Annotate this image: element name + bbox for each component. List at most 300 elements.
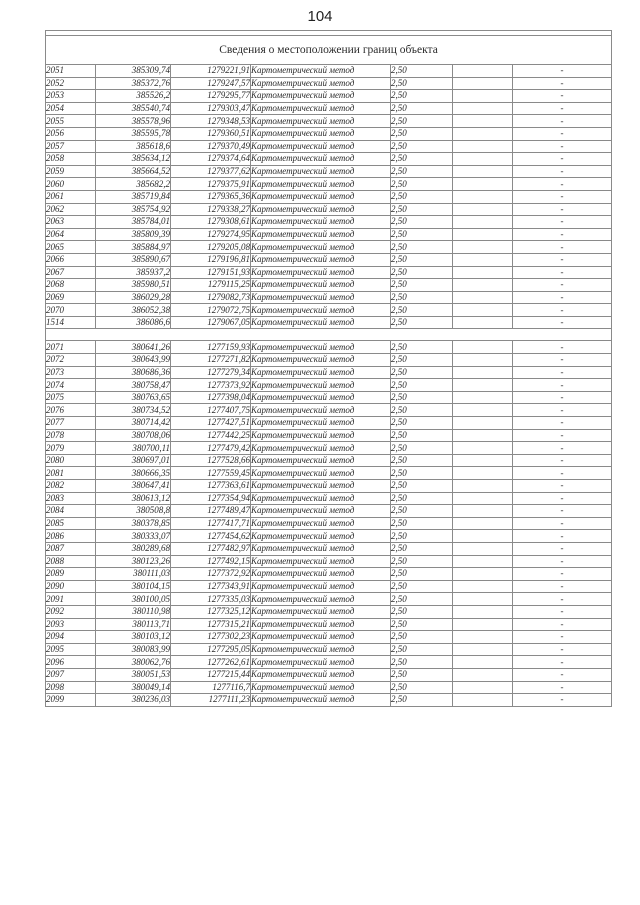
point-id-cell: 2069 (46, 291, 96, 304)
y-coordinate-cell: 1277335,03 (171, 593, 251, 606)
x-coordinate-cell: 380100,05 (96, 593, 171, 606)
point-id-cell: 2076 (46, 404, 96, 417)
y-coordinate-cell: 1277111,23 (171, 694, 251, 707)
x-coordinate-cell: 380104,15 (96, 580, 171, 593)
y-coordinate-cell: 1279303,47 (171, 102, 251, 115)
method-cell: Картометрический метод (251, 694, 391, 707)
accuracy-cell: 2,50 (391, 253, 453, 266)
point-id-cell: 2092 (46, 605, 96, 618)
x-coordinate-cell: 385937,2 (96, 266, 171, 279)
y-coordinate-cell: 1277559,45 (171, 467, 251, 480)
method-cell: Картометрический метод (251, 429, 391, 442)
method-cell: Картометрический метод (251, 480, 391, 493)
y-coordinate-cell: 1279360,51 (171, 127, 251, 140)
table-row (46, 631, 612, 644)
empty-cell (453, 605, 513, 618)
point-id-cell: 2063 (46, 216, 96, 229)
table-row (46, 253, 612, 266)
empty-cell (453, 379, 513, 392)
accuracy-cell: 2,50 (391, 102, 453, 115)
accuracy-cell: 2,50 (391, 366, 453, 379)
y-coordinate-cell: 1277427,51 (171, 417, 251, 430)
y-coordinate-cell: 1279247,57 (171, 77, 251, 90)
y-coordinate-cell: 1279377,62 (171, 165, 251, 178)
method-cell: Картометрический метод (251, 127, 391, 140)
method-cell: Картометрический метод (251, 555, 391, 568)
point-id-cell: 2068 (46, 279, 96, 292)
note-cell: - (513, 643, 612, 656)
point-id-cell: 2062 (46, 203, 96, 216)
y-coordinate-cell: 1279274,95 (171, 228, 251, 241)
x-coordinate-cell: 380666,35 (96, 467, 171, 480)
method-cell: Картометрический метод (251, 65, 391, 78)
accuracy-cell: 2,50 (391, 605, 453, 618)
y-coordinate-cell: 1279115,25 (171, 279, 251, 292)
method-cell: Картометрический метод (251, 568, 391, 581)
accuracy-cell: 2,50 (391, 354, 453, 367)
x-coordinate-cell: 380643,99 (96, 354, 171, 367)
accuracy-cell: 2,50 (391, 241, 453, 254)
accuracy-cell: 2,50 (391, 140, 453, 153)
empty-cell (453, 77, 513, 90)
point-id-cell: 2095 (46, 643, 96, 656)
empty-cell (453, 442, 513, 455)
table-row (46, 279, 612, 292)
accuracy-cell: 2,50 (391, 593, 453, 606)
note-cell: - (513, 429, 612, 442)
x-coordinate-cell: 380697,01 (96, 454, 171, 467)
accuracy-cell: 2,50 (391, 492, 453, 505)
note-cell: - (513, 555, 612, 568)
accuracy-cell: 2,50 (391, 404, 453, 417)
point-id-cell: 2093 (46, 618, 96, 631)
method-cell: Картометрический метод (251, 190, 391, 203)
note-cell: - (513, 241, 612, 254)
y-coordinate-cell: 1279370,49 (171, 140, 251, 153)
y-coordinate-cell: 1279308,61 (171, 216, 251, 229)
method-cell: Картометрический метод (251, 391, 391, 404)
x-coordinate-cell: 385719,84 (96, 190, 171, 203)
y-coordinate-cell: 1279348,53 (171, 115, 251, 128)
y-coordinate-cell: 1277271,82 (171, 354, 251, 367)
note-cell: - (513, 593, 612, 606)
point-id-cell: 2055 (46, 115, 96, 128)
empty-cell (453, 165, 513, 178)
table-row (46, 77, 612, 90)
point-id-cell: 2099 (46, 694, 96, 707)
empty-cell (453, 555, 513, 568)
y-coordinate-cell: 1277363,61 (171, 480, 251, 493)
x-coordinate-cell: 380083,99 (96, 643, 171, 656)
accuracy-cell: 2,50 (391, 442, 453, 455)
empty-cell (453, 454, 513, 467)
y-coordinate-cell: 1279067,05 (171, 316, 251, 329)
table-row (46, 304, 612, 317)
table-row (46, 656, 612, 669)
method-cell: Картометрический метод (251, 253, 391, 266)
method-cell: Картометрический метод (251, 505, 391, 518)
empty-cell (453, 178, 513, 191)
method-cell: Картометрический метод (251, 140, 391, 153)
note-cell: - (513, 291, 612, 304)
accuracy-cell: 2,50 (391, 517, 453, 530)
y-coordinate-cell: 1277116,7 (171, 681, 251, 694)
point-id-cell: 2053 (46, 90, 96, 103)
note-cell: - (513, 341, 612, 354)
table-row (46, 366, 612, 379)
note-cell: - (513, 605, 612, 618)
note-cell: - (513, 391, 612, 404)
section-separator-row (46, 329, 612, 341)
y-coordinate-cell: 1279082,73 (171, 291, 251, 304)
point-id-cell: 2059 (46, 165, 96, 178)
y-coordinate-cell: 1277315,21 (171, 618, 251, 631)
table-row (46, 555, 612, 568)
empty-cell (453, 115, 513, 128)
accuracy-cell: 2,50 (391, 266, 453, 279)
y-coordinate-cell: 1279374,64 (171, 153, 251, 166)
empty-cell (453, 266, 513, 279)
accuracy-cell: 2,50 (391, 279, 453, 292)
table-row (46, 354, 612, 367)
x-coordinate-cell: 380062,76 (96, 656, 171, 669)
point-id-cell: 2058 (46, 153, 96, 166)
note-cell: - (513, 417, 612, 430)
y-coordinate-cell: 1277262,61 (171, 656, 251, 669)
method-cell: Картометрический метод (251, 593, 391, 606)
y-coordinate-cell: 1277442,25 (171, 429, 251, 442)
empty-cell (453, 253, 513, 266)
point-id-cell: 2070 (46, 304, 96, 317)
note-cell: - (513, 480, 612, 493)
point-id-cell: 2051 (46, 65, 96, 78)
table-row (46, 681, 612, 694)
y-coordinate-cell: 1279221,91 (171, 65, 251, 78)
x-coordinate-cell: 380758,47 (96, 379, 171, 392)
accuracy-cell: 2,50 (391, 304, 453, 317)
accuracy-cell: 2,50 (391, 631, 453, 644)
empty-cell (453, 90, 513, 103)
x-coordinate-cell: 380110,98 (96, 605, 171, 618)
note-cell: - (513, 580, 612, 593)
point-id-cell: 2096 (46, 656, 96, 669)
note-cell: - (513, 140, 612, 153)
table-row (46, 517, 612, 530)
point-id-cell: 2098 (46, 681, 96, 694)
y-coordinate-cell: 1279365,36 (171, 190, 251, 203)
method-cell: Картометрический метод (251, 379, 391, 392)
x-coordinate-cell: 385980,51 (96, 279, 171, 292)
note-cell: - (513, 568, 612, 581)
table-row (46, 65, 612, 78)
y-coordinate-cell: 1277407,75 (171, 404, 251, 417)
method-cell: Картометрический метод (251, 90, 391, 103)
note-cell: - (513, 90, 612, 103)
accuracy-cell: 2,50 (391, 618, 453, 631)
method-cell: Картометрический метод (251, 279, 391, 292)
x-coordinate-cell: 386029,28 (96, 291, 171, 304)
empty-cell (453, 391, 513, 404)
y-coordinate-cell: 1279151,93 (171, 266, 251, 279)
boundary-coordinates-table (45, 30, 612, 707)
method-cell: Картометрический метод (251, 354, 391, 367)
point-id-cell: 2079 (46, 442, 96, 455)
table-row (46, 568, 612, 581)
method-cell: Картометрический метод (251, 517, 391, 530)
x-coordinate-cell: 386052,38 (96, 304, 171, 317)
x-coordinate-cell: 385890,67 (96, 253, 171, 266)
y-coordinate-cell: 1277489,47 (171, 505, 251, 518)
y-coordinate-cell: 1279072,75 (171, 304, 251, 317)
note-cell: - (513, 366, 612, 379)
accuracy-cell: 2,50 (391, 153, 453, 166)
y-coordinate-cell: 1277343,91 (171, 580, 251, 593)
note-cell: - (513, 681, 612, 694)
point-id-cell: 2072 (46, 354, 96, 367)
empty-cell (453, 480, 513, 493)
empty-cell (453, 366, 513, 379)
accuracy-cell: 2,50 (391, 190, 453, 203)
note-cell: - (513, 266, 612, 279)
note-cell: - (513, 316, 612, 329)
point-id-cell: 2086 (46, 530, 96, 543)
y-coordinate-cell: 1277398,04 (171, 391, 251, 404)
y-coordinate-cell: 1277354,94 (171, 492, 251, 505)
empty-cell (453, 656, 513, 669)
method-cell: Картометрический метод (251, 668, 391, 681)
note-cell: - (513, 505, 612, 518)
y-coordinate-cell: 1277492,15 (171, 555, 251, 568)
table-row (46, 467, 612, 480)
note-cell: - (513, 253, 612, 266)
empty-cell (453, 643, 513, 656)
empty-cell (453, 467, 513, 480)
y-coordinate-cell: 1277302,23 (171, 631, 251, 644)
note-cell: - (513, 492, 612, 505)
note-cell: - (513, 178, 612, 191)
empty-cell (453, 530, 513, 543)
x-coordinate-cell: 385372,76 (96, 77, 171, 90)
x-coordinate-cell: 380714,42 (96, 417, 171, 430)
point-id-cell: 2052 (46, 77, 96, 90)
point-id-cell: 2085 (46, 517, 96, 530)
note-cell: - (513, 127, 612, 140)
note-cell: - (513, 404, 612, 417)
table-row (46, 266, 612, 279)
empty-cell (453, 593, 513, 606)
accuracy-cell: 2,50 (391, 429, 453, 442)
method-cell: Картометрический метод (251, 467, 391, 480)
y-coordinate-cell: 1277528,66 (171, 454, 251, 467)
empty-cell (453, 279, 513, 292)
table-row (46, 127, 612, 140)
point-id-cell: 2078 (46, 429, 96, 442)
page-number: 104 (307, 8, 333, 25)
accuracy-cell: 2,50 (391, 467, 453, 480)
empty-cell (453, 65, 513, 78)
y-coordinate-cell: 1279338,27 (171, 203, 251, 216)
empty-cell (453, 190, 513, 203)
x-coordinate-cell: 385682,2 (96, 178, 171, 191)
method-cell: Картометрический метод (251, 442, 391, 455)
x-coordinate-cell: 385809,39 (96, 228, 171, 241)
note-cell: - (513, 454, 612, 467)
x-coordinate-cell: 380613,12 (96, 492, 171, 505)
table-row (46, 417, 612, 430)
note-cell: - (513, 442, 612, 455)
empty-cell (453, 291, 513, 304)
empty-cell (453, 631, 513, 644)
table-row (46, 694, 612, 707)
accuracy-cell: 2,50 (391, 480, 453, 493)
x-coordinate-cell: 380111,03 (96, 568, 171, 581)
method-cell: Картометрический метод (251, 492, 391, 505)
note-cell: - (513, 65, 612, 78)
note-cell: - (513, 631, 612, 644)
point-id-cell: 2066 (46, 253, 96, 266)
x-coordinate-cell: 380763,65 (96, 391, 171, 404)
note-cell: - (513, 542, 612, 555)
accuracy-cell: 2,50 (391, 417, 453, 430)
x-coordinate-cell: 385754,92 (96, 203, 171, 216)
x-coordinate-cell: 380289,68 (96, 542, 171, 555)
method-cell: Картометрический метод (251, 681, 391, 694)
method-cell: Картометрический метод (251, 77, 391, 90)
note-cell: - (513, 379, 612, 392)
separator-cell (46, 329, 612, 341)
x-coordinate-cell: 385884,97 (96, 241, 171, 254)
empty-cell (453, 140, 513, 153)
note-cell: - (513, 517, 612, 530)
note-cell: - (513, 656, 612, 669)
point-id-cell: 2075 (46, 391, 96, 404)
point-id-cell: 2088 (46, 555, 96, 568)
accuracy-cell: 2,50 (391, 341, 453, 354)
table-row (46, 190, 612, 203)
x-coordinate-cell: 380051,53 (96, 668, 171, 681)
method-cell: Картометрический метод (251, 366, 391, 379)
x-coordinate-cell: 385634,12 (96, 153, 171, 166)
y-coordinate-cell: 1277417,71 (171, 517, 251, 530)
empty-cell (453, 203, 513, 216)
point-id-cell: 2061 (46, 190, 96, 203)
x-coordinate-cell: 380049,14 (96, 681, 171, 694)
table-row (46, 429, 612, 442)
x-coordinate-cell: 380113,71 (96, 618, 171, 631)
empty-cell (453, 668, 513, 681)
accuracy-cell: 2,50 (391, 505, 453, 518)
note-cell: - (513, 153, 612, 166)
table-row (46, 480, 612, 493)
note-cell: - (513, 304, 612, 317)
accuracy-cell: 2,50 (391, 115, 453, 128)
note-cell: - (513, 216, 612, 229)
table-row (46, 90, 612, 103)
note-cell: - (513, 530, 612, 543)
accuracy-cell: 2,50 (391, 203, 453, 216)
table-row (46, 341, 612, 354)
y-coordinate-cell: 1279375,91 (171, 178, 251, 191)
method-cell: Картометрический метод (251, 454, 391, 467)
table-body (46, 31, 612, 707)
point-id-cell: 2089 (46, 568, 96, 581)
table-title-row (46, 36, 612, 65)
table-row (46, 153, 612, 166)
point-id-cell: 2097 (46, 668, 96, 681)
x-coordinate-cell: 385578,96 (96, 115, 171, 128)
empty-cell (453, 341, 513, 354)
accuracy-cell: 2,50 (391, 90, 453, 103)
table-row (46, 542, 612, 555)
x-coordinate-cell: 385526,2 (96, 90, 171, 103)
table-row (46, 165, 612, 178)
method-cell: Картометрический метод (251, 530, 391, 543)
point-id-cell: 2080 (46, 454, 96, 467)
method-cell: Картометрический метод (251, 304, 391, 317)
point-id-cell: 2084 (46, 505, 96, 518)
method-cell: Картометрический метод (251, 203, 391, 216)
table-row (46, 492, 612, 505)
method-cell: Картометрический метод (251, 216, 391, 229)
method-cell: Картометрический метод (251, 102, 391, 115)
table-row (46, 643, 612, 656)
x-coordinate-cell: 380333,07 (96, 530, 171, 543)
point-id-cell: 2056 (46, 127, 96, 140)
y-coordinate-cell: 1279196,81 (171, 253, 251, 266)
point-id-cell: 2067 (46, 266, 96, 279)
method-cell: Картометрический метод (251, 291, 391, 304)
accuracy-cell: 2,50 (391, 530, 453, 543)
accuracy-cell: 2,50 (391, 454, 453, 467)
point-id-cell: 2077 (46, 417, 96, 430)
x-coordinate-cell: 380686,36 (96, 366, 171, 379)
accuracy-cell: 2,50 (391, 316, 453, 329)
table-row (46, 216, 612, 229)
y-coordinate-cell: 1277482,97 (171, 542, 251, 555)
point-id-cell: 2081 (46, 467, 96, 480)
method-cell: Картометрический метод (251, 631, 391, 644)
point-id-cell: 2071 (46, 341, 96, 354)
empty-cell (453, 228, 513, 241)
empty-cell (453, 241, 513, 254)
point-id-cell: 2082 (46, 480, 96, 493)
y-coordinate-cell: 1277479,42 (171, 442, 251, 455)
point-id-cell: 2090 (46, 580, 96, 593)
method-cell: Картометрический метод (251, 165, 391, 178)
point-id-cell: 2064 (46, 228, 96, 241)
y-coordinate-cell: 1279295,77 (171, 90, 251, 103)
accuracy-cell: 2,50 (391, 228, 453, 241)
point-id-cell: 2094 (46, 631, 96, 644)
accuracy-cell: 2,50 (391, 656, 453, 669)
accuracy-cell: 2,50 (391, 216, 453, 229)
empty-cell (453, 618, 513, 631)
note-cell: - (513, 279, 612, 292)
method-cell: Картометрический метод (251, 228, 391, 241)
point-id-cell: 2074 (46, 379, 96, 392)
method-cell: Картометрический метод (251, 241, 391, 254)
table-row (46, 605, 612, 618)
point-id-cell: 2057 (46, 140, 96, 153)
y-coordinate-cell: 1277325,12 (171, 605, 251, 618)
method-cell: Картометрический метод (251, 605, 391, 618)
table-row (46, 178, 612, 191)
empty-cell (453, 517, 513, 530)
table-row (46, 316, 612, 329)
x-coordinate-cell: 380708,06 (96, 429, 171, 442)
x-coordinate-cell: 380236,03 (96, 694, 171, 707)
y-coordinate-cell: 1277159,93 (171, 341, 251, 354)
